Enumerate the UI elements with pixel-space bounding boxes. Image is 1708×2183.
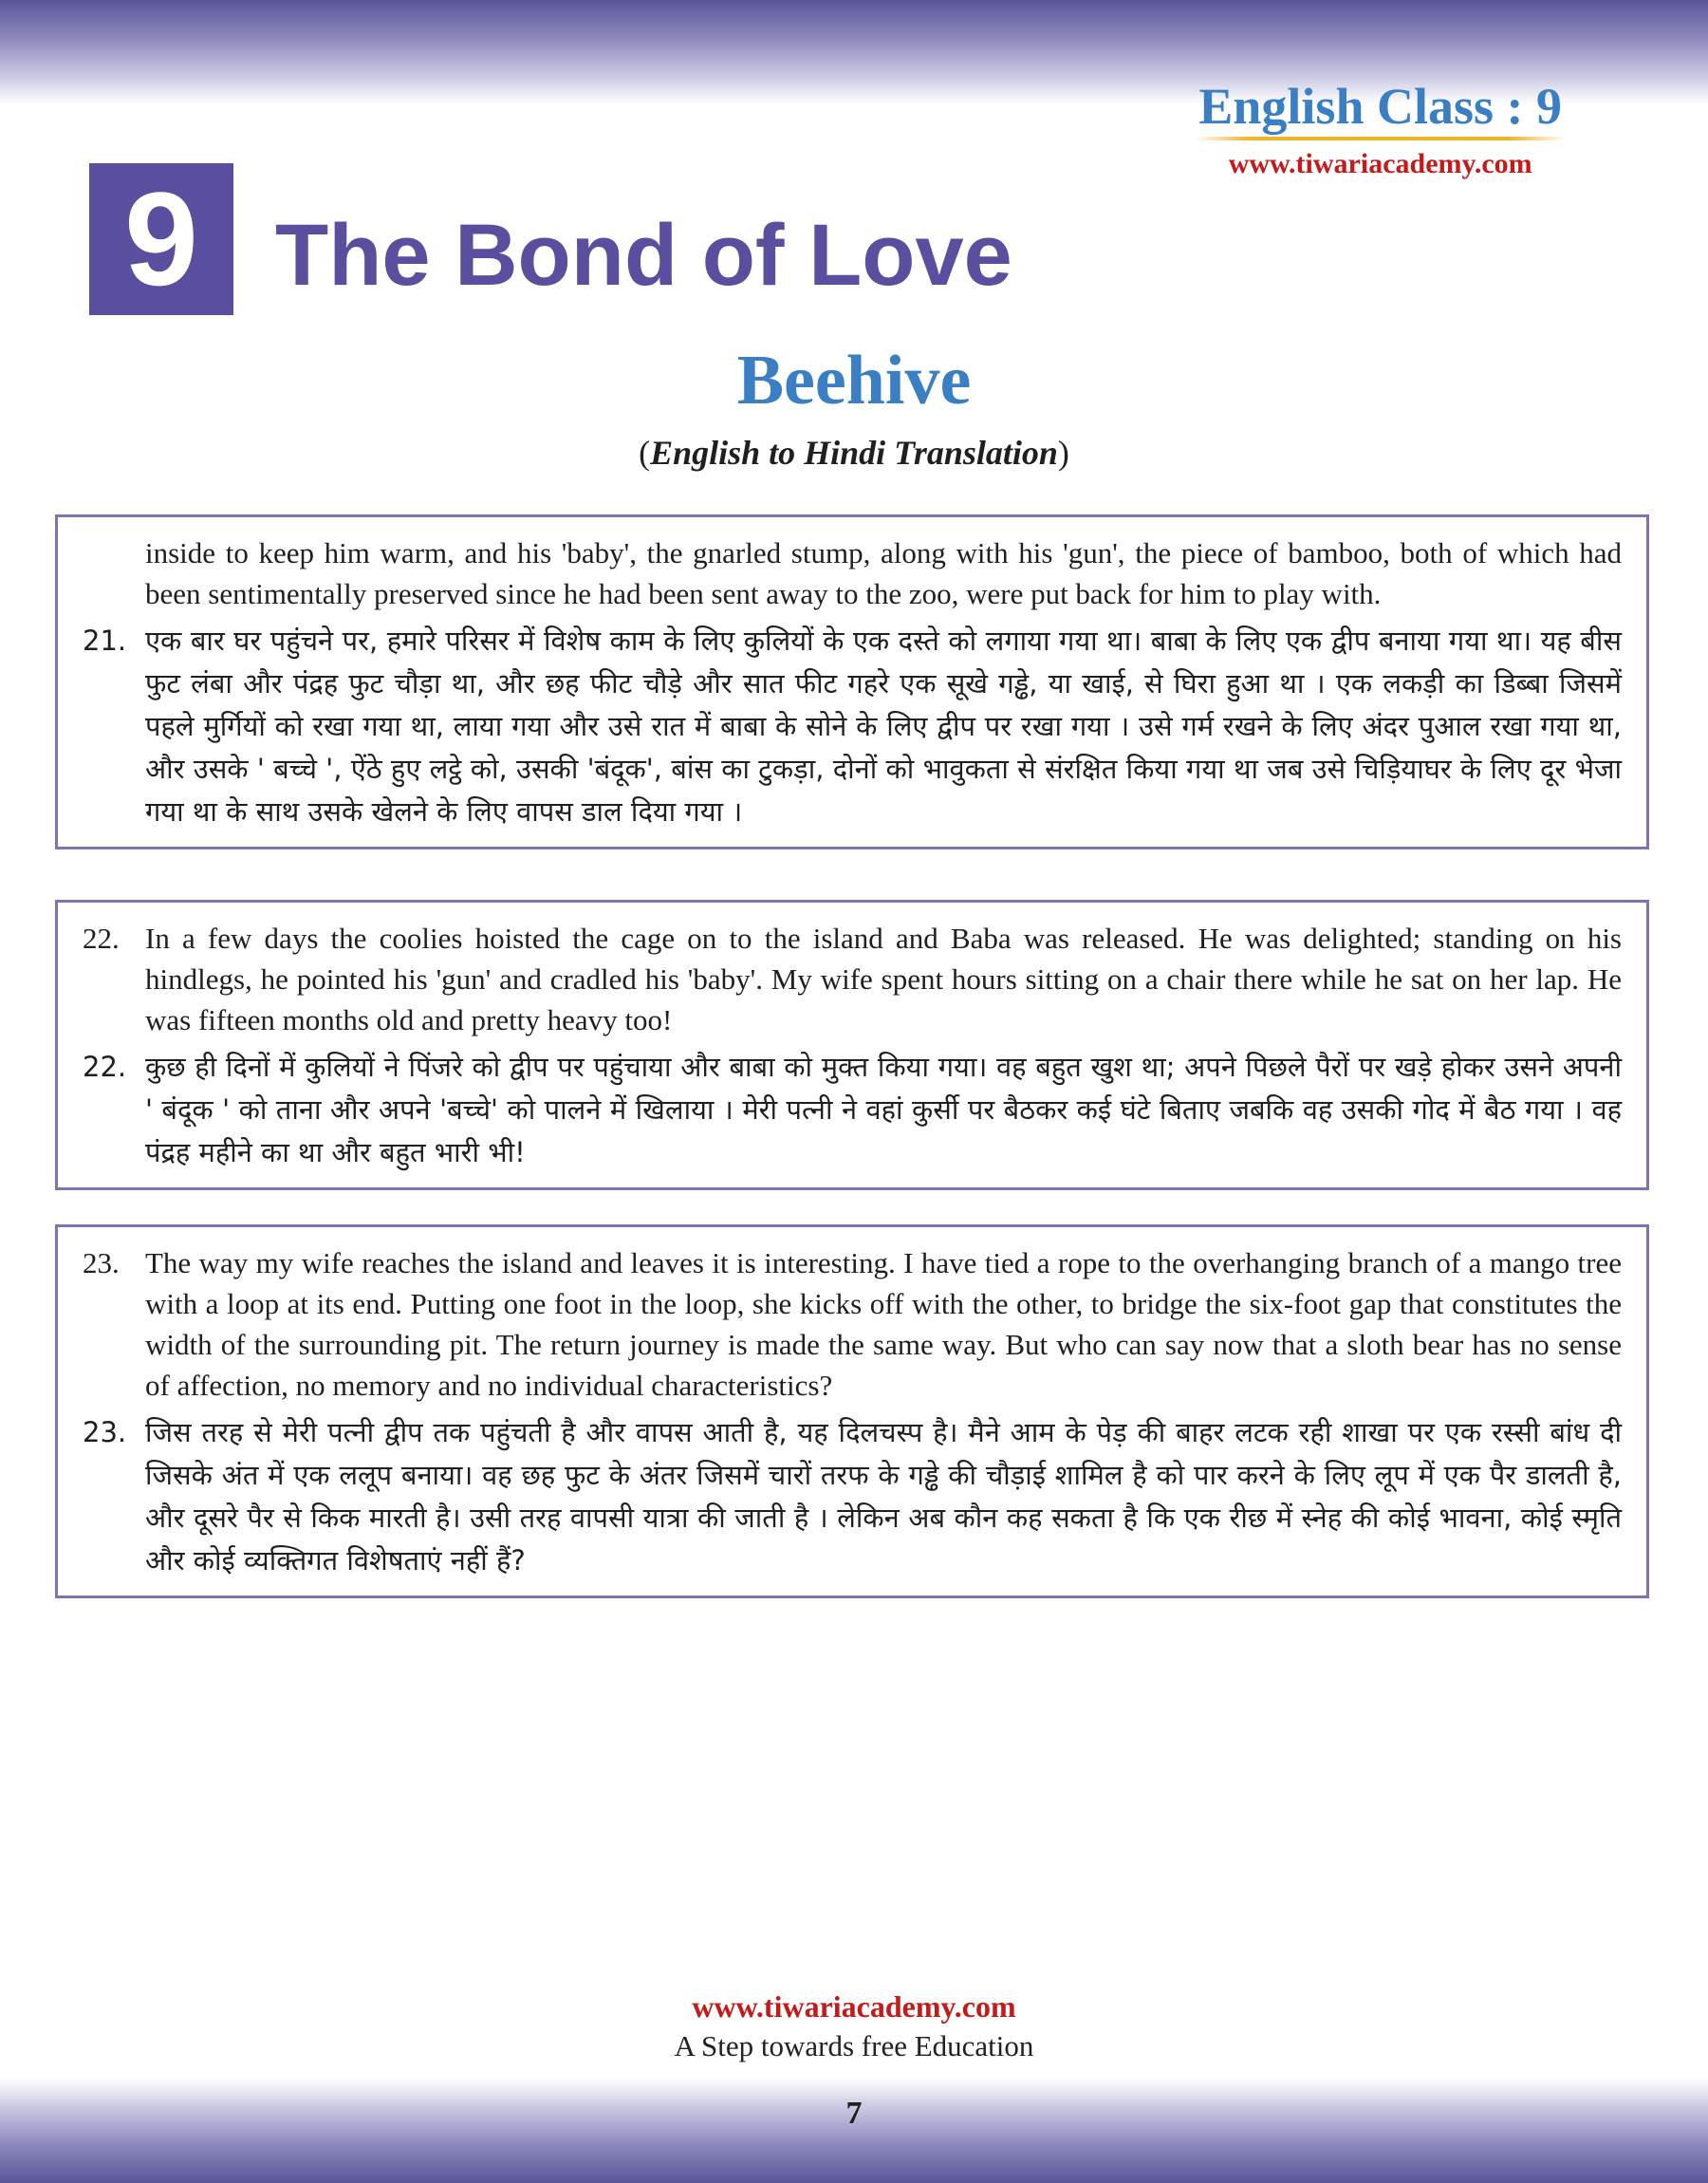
footer-url-link[interactable]: www.tiwariacademy.com — [692, 1989, 1016, 2024]
subtitle-text: English to Hindi Translation — [650, 434, 1058, 472]
subtitle: (English to Hindi Translation) — [639, 434, 1069, 472]
page-number: 7 — [845, 2096, 863, 2131]
paragraph-hindi — [83, 1046, 1622, 1174]
paragraph-text: जिस तरह से मेरी पत्नी द्वीप तक पहुंचती है और वापस आती है, यह दिलचस्प है। मैने आम के पेड़ की बाहर लटक रही शाखा पर एक रस्सी बांध दी जिसके अंत में एक ललूप बनाया। वह छह फुट के अंतर जिसमें चारों तरफ के गड्ढे की चौड़ाई शामिल है को पार करने के लिए लूप में एक पैर डालती है, और दूसरे पैर से किक मारती है। उसी तरह वापसी यात्रा की जाती है । लेकिन अब कौन कह सकता है कि एक रीछ में स्नेह की कोई भावना, कोई स्मृति और कोई व्यक्तिगत विशेषताएं नहीं हैं? — [145, 1416, 1622, 1577]
paragraph-number: 23. — [83, 1246, 120, 1279]
footer-tagline: A Step towards free Education — [674, 2029, 1034, 2062]
brand-title: English Class : 9 — [1195, 78, 1566, 140]
paragraph-hindi — [83, 620, 1622, 833]
brand-url-link[interactable]: www.tiwariacademy.com — [1228, 148, 1532, 179]
paragraph-number: 21. — [83, 625, 127, 657]
paragraph-text: inside to keep him warm, and his 'baby', the gnarled stump, along with his 'gun', the piece of bamboo, both of which had been sentimentally preserved since he had been sent away to the zoo, were put back for him to play with. — [145, 536, 1622, 610]
paragraph-number: 23. — [83, 1416, 127, 1448]
chapter-title: The Bond of Love — [275, 207, 1012, 304]
translation-box-2 — [55, 900, 1649, 1190]
paragraph-hindi — [83, 1411, 1622, 1582]
paragraph-number: 22. — [83, 922, 120, 955]
paragraph-text: In a few days the coolies hoisted the cage on to the island and Baba was released. He was delighted; standing on his hindlegs, he pointed his 'gun' and cradled his 'baby'. My wife spent hours sitting on a chair there while he sat on her lap. He was fifteen months old and pretty heavy too! — [145, 922, 1622, 1036]
translation-box-1 — [55, 514, 1649, 849]
paragraph-english — [83, 918, 1622, 1040]
paragraph-text: एक बार घर पहुंचने पर, हमारे परिसर में विशेष काम के लिए कुलियों के एक दस्ते को लगाया गया था। बाबा के लिए एक द्वीप बनाया गया था। यह बीस फुट लंबा और पंद्रह फुट चौड़ा था, और छह फीट चौड़े और सात फीट गहरे एक सूखे गड्ढे, या खाई, से घिरा हुआ था । एक लकड़ी का डिब्बा जिसमें पहले मुर्गियों को रखा गया था, लाया गया और उसे रात में बाबा के सोने के लिए द्वीप पर रखा गया । उसे गर्म रखने के लिए अंदर पुआल रखा गया था, और उसके ' बच्चे ', ऐंठे हुए लट्ठे को, उसकी 'बंदूक', बांस का टुकड़ा, दोनों को भावुकता से संरक्षित किया गया था जब उसे चिड़ियाघर के लिए दूर भेजा गया था के साथ उसके खेलने के लिए वापस डाल दिया गया । — [145, 625, 1622, 828]
book-name: Beehive — [736, 342, 972, 420]
chapter-number-badge: 9 — [89, 163, 233, 315]
translation-box-3 — [55, 1224, 1649, 1598]
paragraph-number: 22. — [83, 1051, 127, 1083]
paragraph-text: The way my wife reaches the island and leaves it is interesting. I have tied a rope to the overhanging branch of a mango tree with a loop at its end. Putting one foot in the loop, she kicks off with the other, to bridge the six-foot gap that constitutes the width of the surrounding pit. The return journey is made the same way. But who can say now that a sloth bear has no sense of affection, no memory and no individual characteristics? — [145, 1246, 1622, 1402]
paragraph-english — [83, 1242, 1622, 1406]
brand-block — [1195, 78, 1566, 180]
paragraph-english — [83, 532, 1622, 614]
paragraph-text: कुछ ही दिनों में कुलियों ने पिंजरे को द्वीप पर पहुंचाया और बाबा को मुक्त किया गया। वह बहुत खुश था; अपने पिछले पैरों पर खड़े होकर उसने अपनी ' बंदूक ' को ताना और अपने 'बच्चे' को पालने में खिलाया । मेरी पत्नी ने वहां कुर्सी पर बैठकर कई घंटे बिताए जबकि वह उसकी गोद में बैठ गया । वह पंद्रह महीने का था और बहुत भारी भी! — [145, 1051, 1622, 1168]
